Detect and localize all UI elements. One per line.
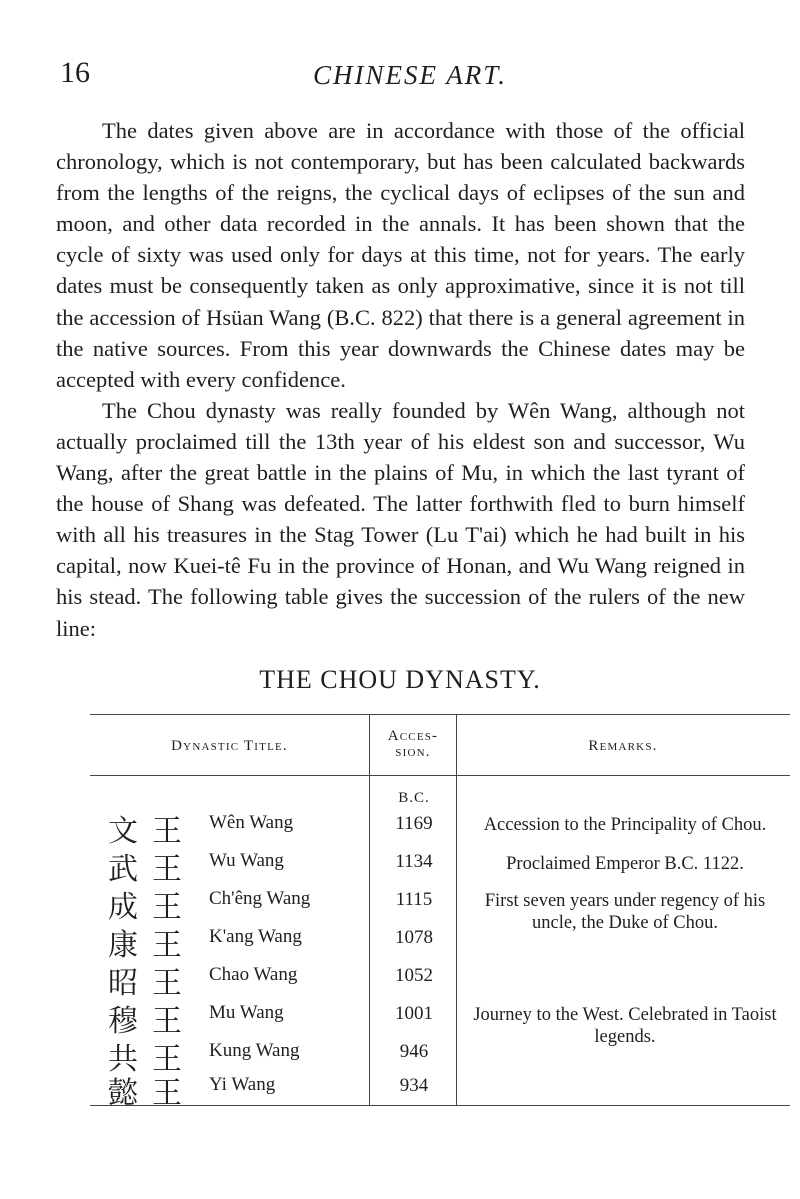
page-header	[60, 56, 760, 102]
table-row	[0, 960, 800, 1000]
dynastic-title: Wên Wang	[209, 812, 294, 833]
remark: First seven years under regency of his uncle, the Duke of Chou.	[484, 891, 766, 933]
era-label: B.C.	[398, 790, 430, 806]
remark: Proclaimed Emperor B.C. 1122.	[506, 854, 744, 874]
table-heading: THE CHOU DYNASTY.	[259, 665, 541, 694]
dynastic-title: Yi Wang	[209, 1074, 276, 1095]
column-header-accession: Acces- sion.	[387, 728, 439, 760]
remark: Accession to the Principality of Chou.	[483, 815, 767, 835]
dynastic-title: Kung Wang	[209, 1040, 300, 1061]
chinese-title: 共王	[108, 1042, 196, 1077]
column-header-title: Dynastic Title.	[171, 738, 288, 754]
accession-year: 1134	[395, 851, 433, 872]
dynastic-title: Ch'êng Wang	[209, 888, 311, 909]
body-text	[56, 115, 745, 644]
accession-year: 1052	[395, 965, 433, 986]
column-header-remarks: Remarks.	[588, 738, 658, 754]
dynastic-title: K'ang Wang	[209, 926, 302, 947]
accession-year: 934	[399, 1075, 429, 1096]
running-head: CHINESE ART.	[312, 60, 507, 90]
chinese-title: 武王	[108, 852, 196, 887]
chinese-title: 成王	[108, 890, 196, 925]
chinese-title: 懿王	[108, 1076, 196, 1111]
chinese-title: 康王	[108, 928, 196, 963]
table-header-rule	[90, 775, 790, 776]
remark: Journey to the West. Celebrated in Taoist legends.	[473, 1005, 777, 1047]
paragraph: The dates given above are in accordance with those of the official chronology, which is not contemporary, but has been calculated backwards from the lengths of the reigns, the cyclical days of eclipses of the sun and moon, and other data recorded in the annals. It has been shown that the cycle of sixty was used only for days at this time, not for years. The early dates must be consequently taken as only approximative, since it is not till the accession of Hsüan Wang (B.C. 822) that there is a general agreement in the native sources. From this year downwards the Chinese dates may be accepted with every confidence.	[56, 118, 745, 392]
table-row	[0, 1070, 800, 1110]
page-number: 16	[60, 56, 90, 89]
accession-year: 1115	[395, 889, 433, 910]
accession-year: 1001	[395, 1003, 433, 1024]
accession-year: 1078	[395, 927, 433, 948]
paragraph: The Chou dynasty was really founded by Wên Wang, although not actually proclaimed till the 13th year of his eldest son and successor, Wu Wang, after the great battle in the plains of Mu, in which the last tyrant of the house of Shang was defeated. The latter forthwith fled to burn himself with all his treasures in the Stag Tower (Lu T'ai) which he had built in his capital, now Kuei-tê Fu in the province of Honan, and Wu Wang reigned in his stead. The following table gives the succession of the rulers of the new line:	[56, 397, 745, 641]
accession-year: 1169	[395, 813, 433, 834]
dynastic-title: Wu Wang	[209, 850, 284, 871]
table-top-rule	[90, 714, 790, 715]
dynastic-title: Mu Wang	[209, 1002, 284, 1023]
chinese-title: 穆王	[108, 1004, 196, 1039]
chinese-title: 昭王	[108, 966, 196, 1001]
dynastic-title: Chao Wang	[209, 964, 298, 985]
chinese-title: 文王	[108, 814, 196, 849]
accession-year: 946	[399, 1041, 429, 1062]
